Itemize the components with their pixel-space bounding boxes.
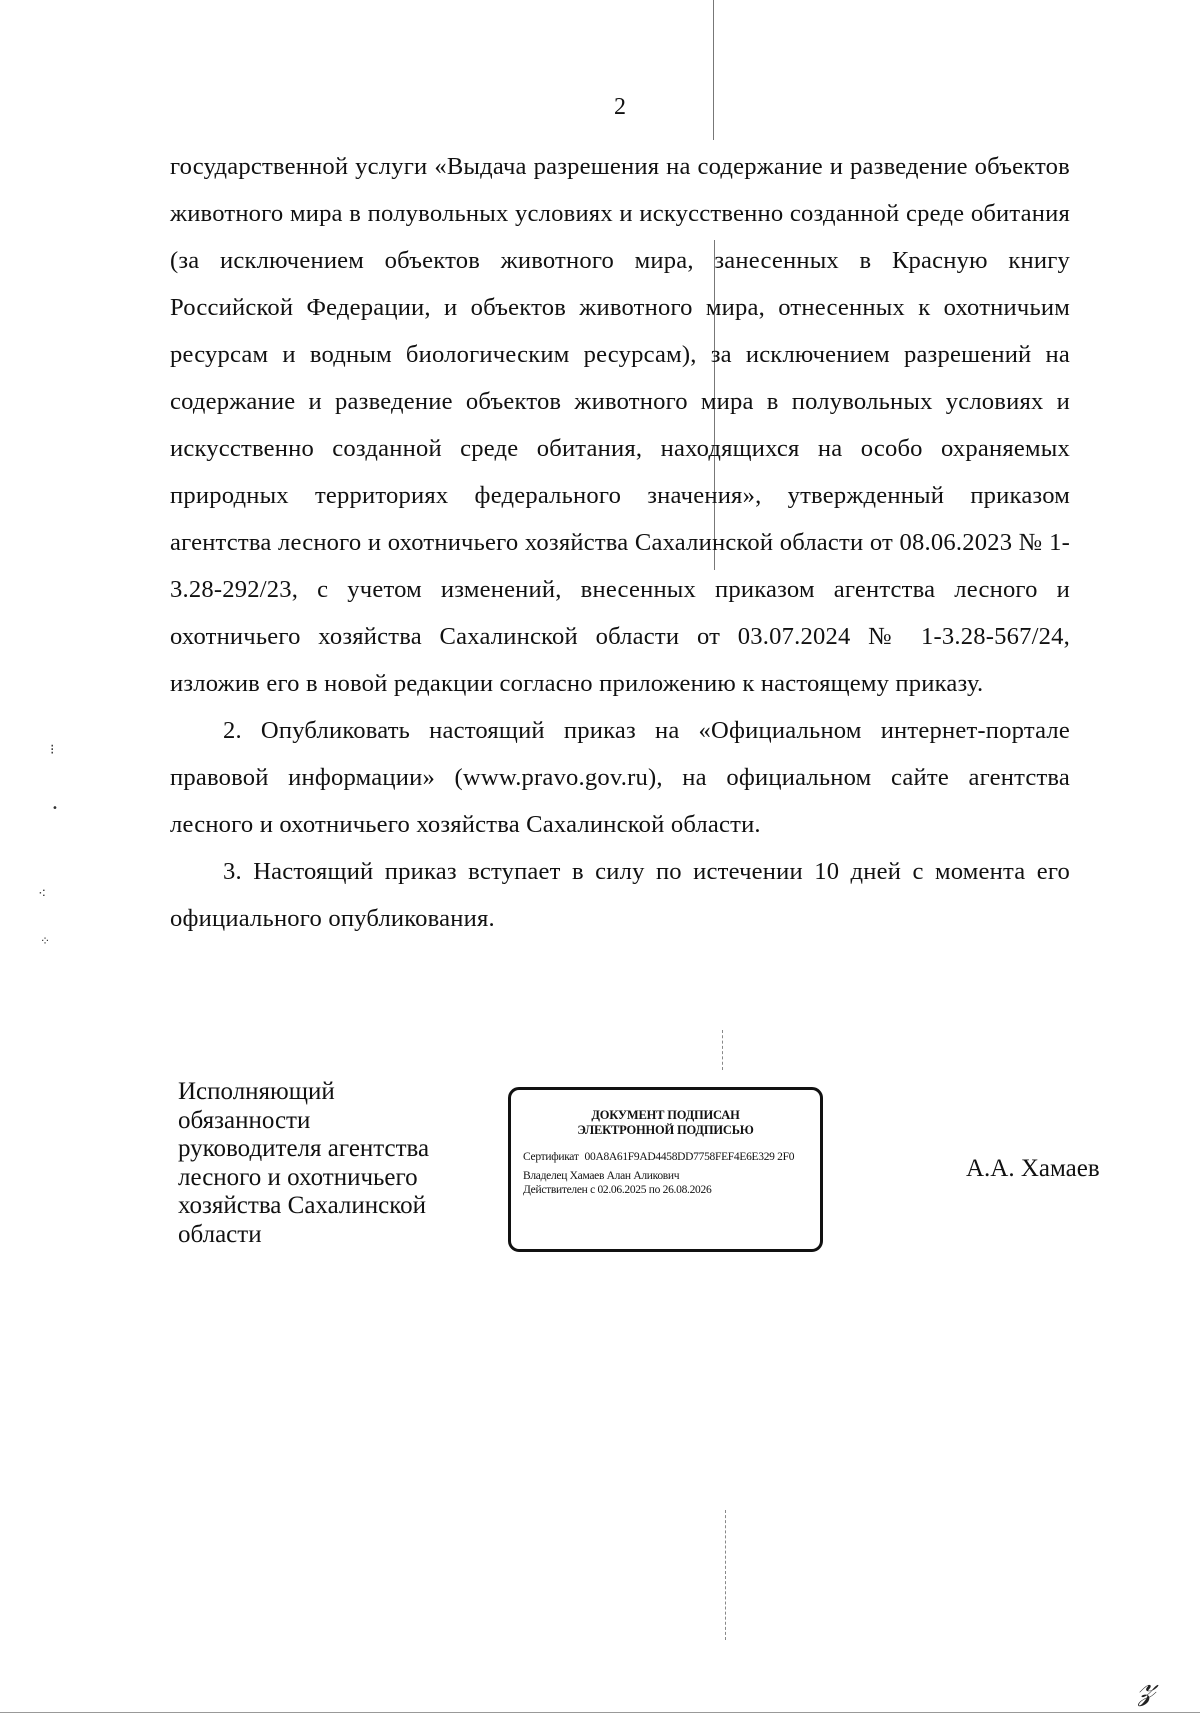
owner-value: Хамаев Алан Аликович [569,1170,680,1182]
scan-line-bottom [725,1510,726,1640]
handwritten-mark-icon: 𝓏 [1138,1665,1156,1707]
document-body [170,143,1070,942]
electronic-signature-stamp [508,1087,823,1252]
owner-label: Владелец [523,1170,568,1182]
signer-title-line: обязанности [178,1106,311,1134]
signer-title-line: руководителя агентства [178,1135,430,1162]
scan-speck: • [52,803,58,814]
certificate-value: 00A8A61F9AD4458DD7758FEF4E6E329 2F0 [584,1151,795,1163]
validity-value: с 02.06.2025 по 26.08.2026 [590,1184,712,1196]
scan-line-lower [722,1030,723,1070]
scan-speck: ⁖ [38,886,47,902]
stamp-validity-row [523,1183,808,1197]
stamp-header-line: ДОКУМЕНТ ПОДПИСАН [591,1108,740,1122]
certificate-label: Сертификат [523,1151,579,1163]
stamp-owner-row [523,1169,808,1183]
scan-edge-bottom [0,1712,1200,1713]
stamp-header [523,1108,808,1138]
signer-title-line: Исполняющий [178,1078,335,1105]
signer-title-line: хозяйства Сахалинской [178,1192,426,1219]
signer-title-line: области [178,1220,262,1248]
item-3-paragraph: 3. Настоящий приказ вступает в силу по истечении 10 дней с момента его официального опубликования. [170,858,1070,932]
signer-name: А.А. Хамаев [966,1155,1100,1182]
stamp-certificate-row [523,1150,808,1165]
scan-speck: ⁘ [40,934,51,948]
validity-label: Действителен [523,1184,588,1196]
stamp-header-line: ЭЛЕКТРОННОЙ ПОДПИСЬЮ [577,1123,754,1137]
signer-title-line: лесного и охотничьего [178,1163,418,1191]
page-number: 2 [614,94,626,120]
continuation-paragraph: государственной услуги «Выдача разрешения на содержание и разведение объектов животного мира в полувольных условиях и искусственно созданной среде обитания (за исключением объектов животного мира, занесенных в Красную книгу Российской Федерации, и объектов животного мира, отнесенных к охотничьим ресурсам и водным биологическим ресурсам), за исключением разрешений на содержание и разведение объектов животного мира в полувольных условиях и искусственно созданной среде обитания, находящихся на особо охраняемых природных территориях федерального значения», утвержденный приказом агентства лесного и охотничьего хозяйства Сахалинской области от 08.06.2023 № 1-3.28-292/23, с учетом изменений, внесенных приказом агентства лесного и охотничьего хозяйства Сахалинской области от 03.07.2024 № 1-3.28-567/24, изложив его в новой редакции согласно приложению к настоящему приказу. [170,153,1070,697]
item-2-paragraph: 2. Опубликовать настоящий приказ на «Официальном интернет-портале правовой информации» (www.pravo.gov.ru), на официальном сайте агентства лесного и охотничьего хозяйства Сахалинской области. [170,717,1070,838]
signer-title [178,1078,478,1249]
scan-speck: ⁝ [50,742,55,758]
